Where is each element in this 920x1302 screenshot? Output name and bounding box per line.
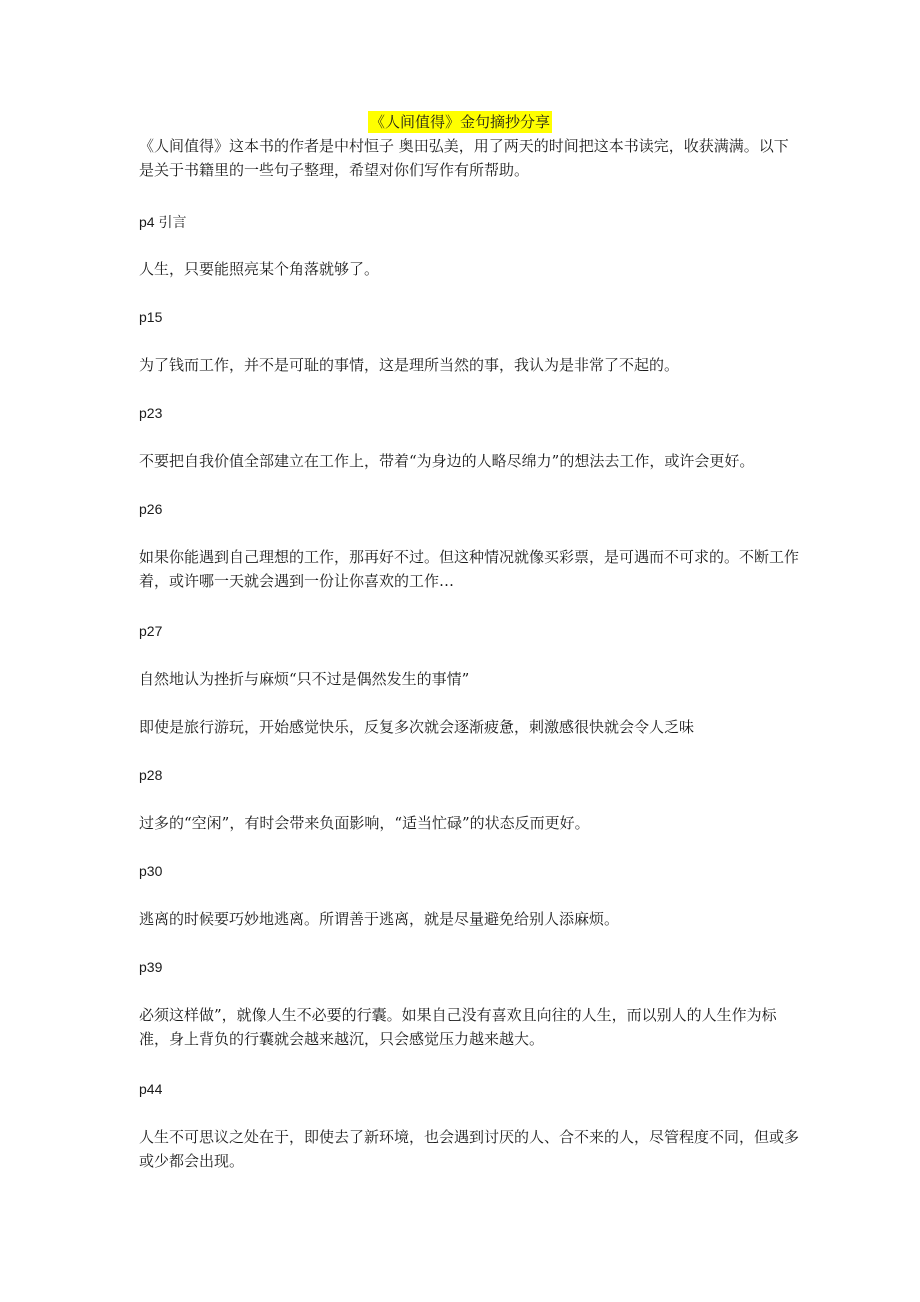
quote-p27-1: 自然地认为挫折与麻烦“只不过是偶然发生的事情” <box>139 670 470 688</box>
quote-p4: 人生，只要能照亮某个角落就够了。 <box>139 260 380 278</box>
quote-p44: 人生不可思议之处在于，即使去了新环境，也会遇到讨厌的人、合不来的人，尽管程度不同，但或多或少都会出现。 <box>139 1128 800 1170</box>
section-label-p27: p27 <box>139 623 163 639</box>
quote-p15: 为了钱而工作，并不是可耻的事情，这是理所当然的事，我认为是非常了不起的。 <box>139 356 680 374</box>
title-row <box>0 111 920 133</box>
section-label-p15: p15 <box>139 309 163 325</box>
quote-p28: 过多的“空闲”，有时会带来负面影响，“适当忙碌”的状态反而更好。 <box>139 814 590 832</box>
section-label-p44: p44 <box>139 1081 163 1097</box>
quote-p30: 逃离的时候要巧妙地逃离。所谓善于逃离，就是尽量避免给别人添麻烦。 <box>139 910 620 928</box>
section-label-p28: p28 <box>139 767 163 783</box>
quote-p23: 不要把自我价值全部建立在工作上，带着“为身边的人略尽绵力”的想法去工作，或许会更好。 <box>139 452 755 470</box>
section-label-p39: p39 <box>139 959 163 975</box>
quote-p39: 必须这样做”，就像人生不必要的行囊。如果自己没有喜欢且向往的人生，而以别人的人生作为标准，身上背负的行囊就会越来越沉，只会感觉压力越来越大。 <box>139 1006 777 1048</box>
quote-p26: 如果你能遇到自己理想的工作，那再好不过。但这种情况就像买彩票，是可遇而不可求的。不断工作着，或许哪一天就会遇到一份让你喜欢的工作… <box>139 548 800 590</box>
section-label-p26: p26 <box>139 501 163 517</box>
section-label-p4: p4 引言 <box>139 214 187 230</box>
quote-p27-2: 即使是旅行游玩，开始感觉快乐，反复多次就会逐渐疲惫，刺激感很快就会令人乏味 <box>139 718 695 736</box>
document-title: 《人间值得》金句摘抄分享 <box>369 113 550 131</box>
section-label-p30: p30 <box>139 863 163 879</box>
section-label-p23: p23 <box>139 405 163 421</box>
intro-paragraph: 《人间值得》这本书的作者是中村恒子 奥田弘美，用了两天的时间把这本书读完，收获满满。以下是关于书籍里的一些句子整理，希望对你们写作有所帮助。 <box>139 137 789 179</box>
